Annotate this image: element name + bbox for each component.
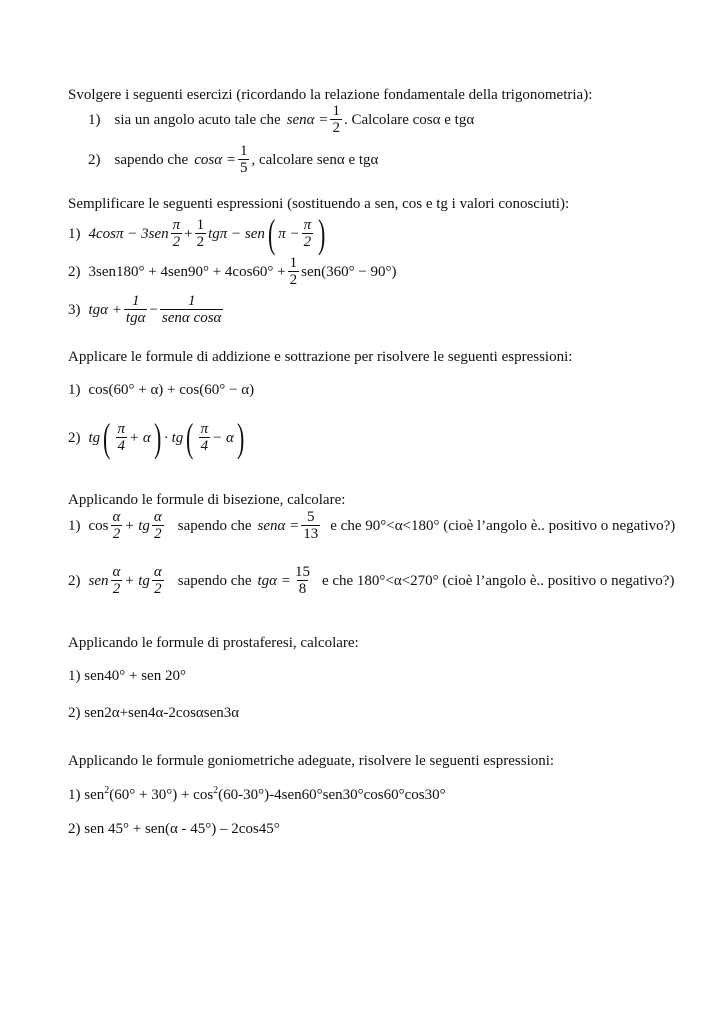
exercise-1	[88, 104, 474, 136]
fraction	[116, 422, 128, 454]
fraction	[301, 510, 320, 542]
exercise-text-end: . Calcolare cosα e tgα	[343, 111, 475, 128]
right-paren: )	[153, 415, 162, 460]
expression-part: sapendo che	[177, 572, 252, 589]
denominator: 2	[154, 581, 162, 597]
section-heading-simplify: Semplificare le seguenti espressioni (sostituendo a sen, cos e tg i valori conosciuti):	[68, 196, 570, 212]
expression-part: + tg	[124, 517, 150, 534]
exercise-number: 1)	[88, 111, 101, 128]
expression-number: 1)	[68, 382, 81, 398]
exercise-2	[88, 144, 378, 176]
math-lhs: tgα =	[257, 572, 291, 589]
numerator: 5	[307, 509, 315, 525]
exercise-text-end: , calcolare senα e tgα	[251, 151, 379, 168]
numerator: α	[112, 509, 121, 525]
left-paren: (	[103, 415, 111, 460]
expression-part: (60° + 30°) + cos	[109, 787, 214, 803]
expression-part: sen	[88, 572, 109, 589]
expression-number: 2)	[68, 263, 81, 280]
fraction	[124, 294, 148, 326]
denominator: 13	[303, 526, 319, 542]
fraction	[152, 565, 164, 597]
denominator: 2	[303, 234, 312, 250]
expression-number: 1)	[68, 517, 81, 534]
math-lhs: cosα =	[194, 151, 236, 168]
denominator: 4	[200, 438, 209, 454]
fraction	[152, 510, 164, 542]
expression-part: cos(60° + α) + cos(60° − α)	[88, 382, 255, 398]
numerator: 15	[294, 564, 310, 580]
section-heading-bisection: Applicando le formule di bisezione, calcolare:	[68, 492, 346, 508]
denominator: 2	[112, 581, 121, 597]
exercise-number: 2)	[88, 151, 101, 168]
exponent: 2	[213, 785, 219, 796]
numerator: 1	[289, 255, 298, 271]
numerator: π	[117, 421, 126, 437]
numerator: α	[112, 564, 121, 580]
denominator: 2	[289, 272, 298, 288]
right-paren: )	[318, 211, 326, 256]
expression-part: +	[184, 225, 193, 242]
expression-part: · tg	[164, 429, 184, 446]
exercise-text: sapendo che	[114, 151, 189, 168]
fraction	[330, 104, 342, 136]
bisection-expression-1	[68, 510, 675, 542]
denominator: 2	[196, 234, 205, 250]
expression-part: e che 90°<α<180° (cioè l’angolo è.. positivo o negativo?)	[330, 517, 676, 534]
expression-number: 2)	[68, 572, 81, 589]
addition-expression-2	[68, 415, 247, 460]
fraction	[111, 510, 123, 542]
expression-part: π −	[278, 225, 300, 242]
denominator: senα cosα	[161, 310, 222, 326]
expression-part: 3sen180° + 4sen90° + 4cos60° +	[88, 263, 286, 280]
expression-part: tgπ − sen	[208, 225, 265, 242]
left-paren: (	[186, 415, 194, 460]
prosthaphaeresis-expression-2: 2) sen2α+sen4α-2cosαsen3α	[68, 705, 240, 721]
expression-part: −	[149, 301, 158, 318]
expression-part: + tg	[124, 572, 150, 589]
section-heading-prosthaphaeresis: Applicando le formule di prostaferesi, calcolare:	[68, 635, 359, 651]
denominator: 2	[172, 234, 181, 250]
denominator: 5	[239, 160, 248, 176]
numerator: 1	[187, 293, 196, 309]
expression-number: 3)	[68, 301, 81, 318]
fraction	[111, 565, 123, 597]
denominator: 2	[112, 526, 121, 542]
numerator: 1	[196, 217, 205, 233]
goniometric-expression-1	[68, 786, 446, 803]
expression-number: 1)	[68, 225, 81, 242]
fraction	[199, 422, 211, 454]
denominator: 8	[298, 581, 307, 597]
simplify-expression-1	[68, 211, 329, 256]
expression-part: sapendo che	[177, 517, 252, 534]
left-paren: (	[267, 211, 276, 256]
intro-text: Svolgere i seguenti esercizi (ricordando la relazione fondamentale della trigonometria):	[68, 87, 593, 103]
expression-number: 2)	[68, 429, 81, 446]
simplify-expression-2	[68, 256, 397, 288]
section-heading-goniometric: Applicando le formule goniometriche adeguate, risolvere le seguenti espressioni:	[68, 753, 555, 769]
fraction	[160, 294, 224, 326]
expression-part: sen(360° − 90°)	[301, 263, 397, 280]
fraction	[288, 256, 300, 288]
right-paren: )	[236, 415, 245, 460]
section-heading-addition: Applicare le formule di addizione e sottrazione per risolvere le seguenti espressioni:	[68, 349, 573, 365]
addition-expression-1	[68, 383, 254, 398]
denominator: 2	[332, 120, 340, 136]
math-lhs: senα =	[257, 517, 300, 534]
numerator: 1	[332, 103, 340, 119]
expression-part: − α	[212, 429, 234, 446]
expression-part: (60-30°)-4sen60°sen30°cos60°cos30°	[218, 787, 446, 803]
numerator: π	[200, 421, 209, 437]
expression-part: 1) sen	[68, 787, 105, 803]
numerator: π	[303, 217, 312, 233]
numerator: 1	[239, 143, 248, 159]
expression-part: tgα +	[88, 301, 122, 318]
bisection-expression-2	[68, 565, 674, 597]
goniometric-expression-2: 2) sen 45° + sen(α - 45°) – 2cos45°	[68, 821, 280, 837]
fraction	[195, 218, 207, 250]
fraction	[238, 144, 250, 176]
fraction	[293, 565, 312, 597]
prosthaphaeresis-expression-1: 1) sen40° + sen 20°	[68, 668, 186, 684]
expression-part: cos	[88, 517, 109, 534]
simplify-expression-3	[68, 294, 225, 326]
numerator: α	[153, 564, 162, 580]
expression-part: 4cosπ − 3sen	[88, 225, 169, 242]
exponent: 2	[104, 785, 110, 796]
fraction	[171, 218, 183, 250]
denominator: 2	[154, 526, 162, 542]
numerator: π	[172, 217, 181, 233]
fraction	[302, 218, 314, 250]
math-lhs: senα =	[286, 111, 329, 128]
denominator: 4	[117, 438, 125, 454]
numerator: α	[153, 509, 162, 525]
expression-part: tg	[88, 429, 101, 446]
expression-part: e che 180°<α<270° (cioè l’angolo è.. positivo o negativo?)	[321, 572, 675, 589]
expression-part: + α	[129, 429, 151, 446]
exercise-text: sia un angolo acuto tale che	[114, 111, 281, 128]
denominator: tgα	[125, 310, 146, 326]
numerator: 1	[131, 293, 140, 309]
